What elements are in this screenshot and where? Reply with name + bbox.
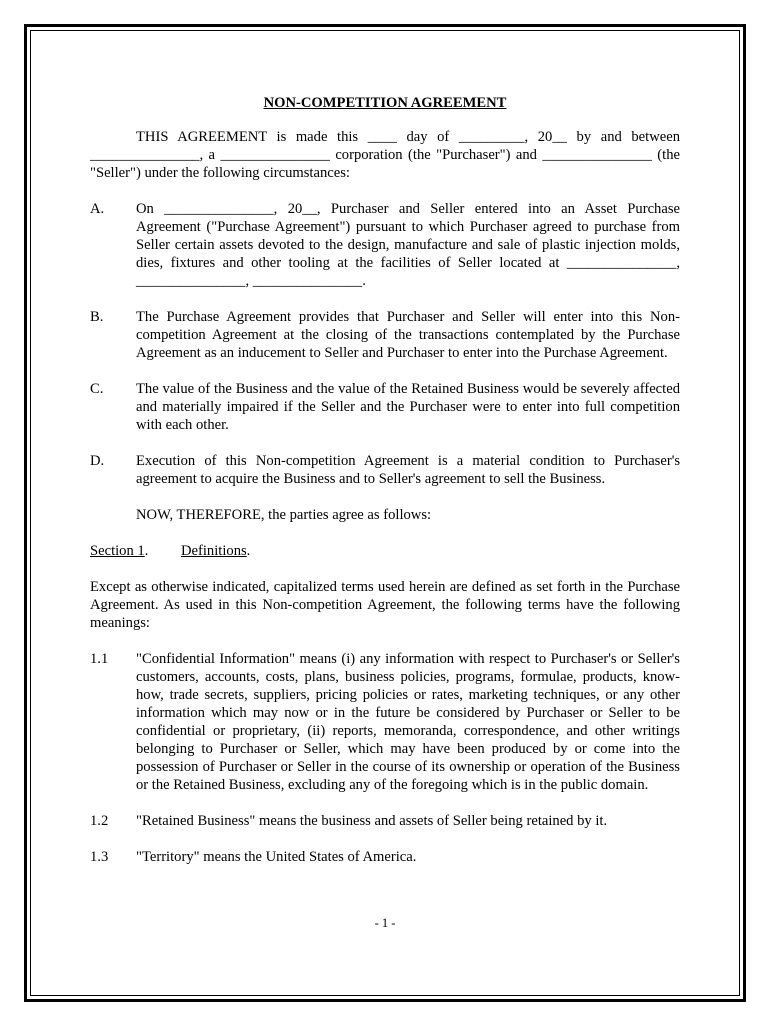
section-number-text: Section 1 xyxy=(90,543,145,559)
section-title-text: Definitions xyxy=(181,543,247,559)
recital-text: On _______________, 20__, Purchaser and Seller entered into an Asset Purchase Agreement ("Purchase Agreement") pursuant to which Purchaser agreed to purchase from Seller certain assets devoted to the design, manufacture and sale of plastic injection molds, dies, fixtures and other tooling at the facilities of Seller located at _______________, _______________, _______________. xyxy=(136,201,680,289)
definition-text: "Retained Business" means the business and assets of Seller being retained by it. xyxy=(136,813,608,829)
recital-b xyxy=(90,308,680,362)
recital-d xyxy=(90,452,680,488)
recital-text: Execution of this Non-competition Agreement is a material condition to Purchaser's agreement to acquire the Business and to Seller's agreement to sell the Business. xyxy=(136,453,680,487)
section-1-heading xyxy=(90,542,680,560)
recital-text: The value of the Business and the value of the Retained Business would be severely affected and materially impaired if the Seller and the Purchaser were to enter into full competition with each other. xyxy=(136,381,680,433)
definitions-intro: Except as otherwise indicated, capitalized terms used herein are defined as set forth in the Purchase Agreement. As used in this Non-competition Agreement, the following terms have the following meanings: xyxy=(90,579,680,631)
definition-1-1 xyxy=(90,650,680,794)
definition-text: "Confidential Information" means (i) any information with respect to Purchaser's or Seller's customers, accounts, costs, plans, business policies, programs, formulae, products, know-how, trade secrets, suppliers, pricing policies or rates, marketing techniques, or any other information which may now or in the future be considered by Purchaser or Seller to be confidential or proprietary, (ii) reports, memoranda, correspondence, and other writings belonging to Purchaser or Seller, which may have been produced by or come into the possession of Purchaser or Seller in the course of its ownership or operation of the Business or the Retained Business, excluding any of the foregoing which is in the public domain. xyxy=(136,651,680,793)
definition-1-3 xyxy=(90,848,680,866)
recital-a xyxy=(90,200,680,290)
recital-label: C. xyxy=(90,381,104,397)
page-number: - 1 - xyxy=(374,916,396,930)
definition-1-2 xyxy=(90,812,680,830)
recital-c xyxy=(90,380,680,434)
section-title xyxy=(181,542,250,560)
section-number-suffix: . xyxy=(144,543,149,559)
document-page xyxy=(90,94,680,866)
definition-number: 1.2 xyxy=(90,813,109,829)
recital-label: B. xyxy=(90,309,104,325)
recital-label: A. xyxy=(90,201,105,217)
recital-text: The Purchase Agreement provides that Purchaser and Seller will enter into this Non-competition Agreement at the closing of the transactions contemplated by the Purchase Agreement as an inducement to Seller and Purchaser to enter into the Purchase Agreement. xyxy=(136,309,680,361)
section-title-suffix: . xyxy=(246,543,251,559)
definition-text: "Territory" means the United States of America. xyxy=(136,849,417,865)
definition-number: 1.1 xyxy=(90,651,109,667)
recital-label: D. xyxy=(90,453,105,469)
now-therefore-paragraph: NOW, THEREFORE, the parties agree as follows: xyxy=(136,507,432,523)
definition-number: 1.3 xyxy=(90,849,109,865)
document-title: NON-COMPETITION AGREEMENT xyxy=(263,95,507,111)
intro-paragraph: THIS AGREEMENT is made this ____ day of _________, 20__ by and between _______________, a _______________ corporation (the "Purchaser") and _______________ (the "Seller") under the following circumstances: xyxy=(90,129,680,181)
section-number xyxy=(90,542,181,560)
